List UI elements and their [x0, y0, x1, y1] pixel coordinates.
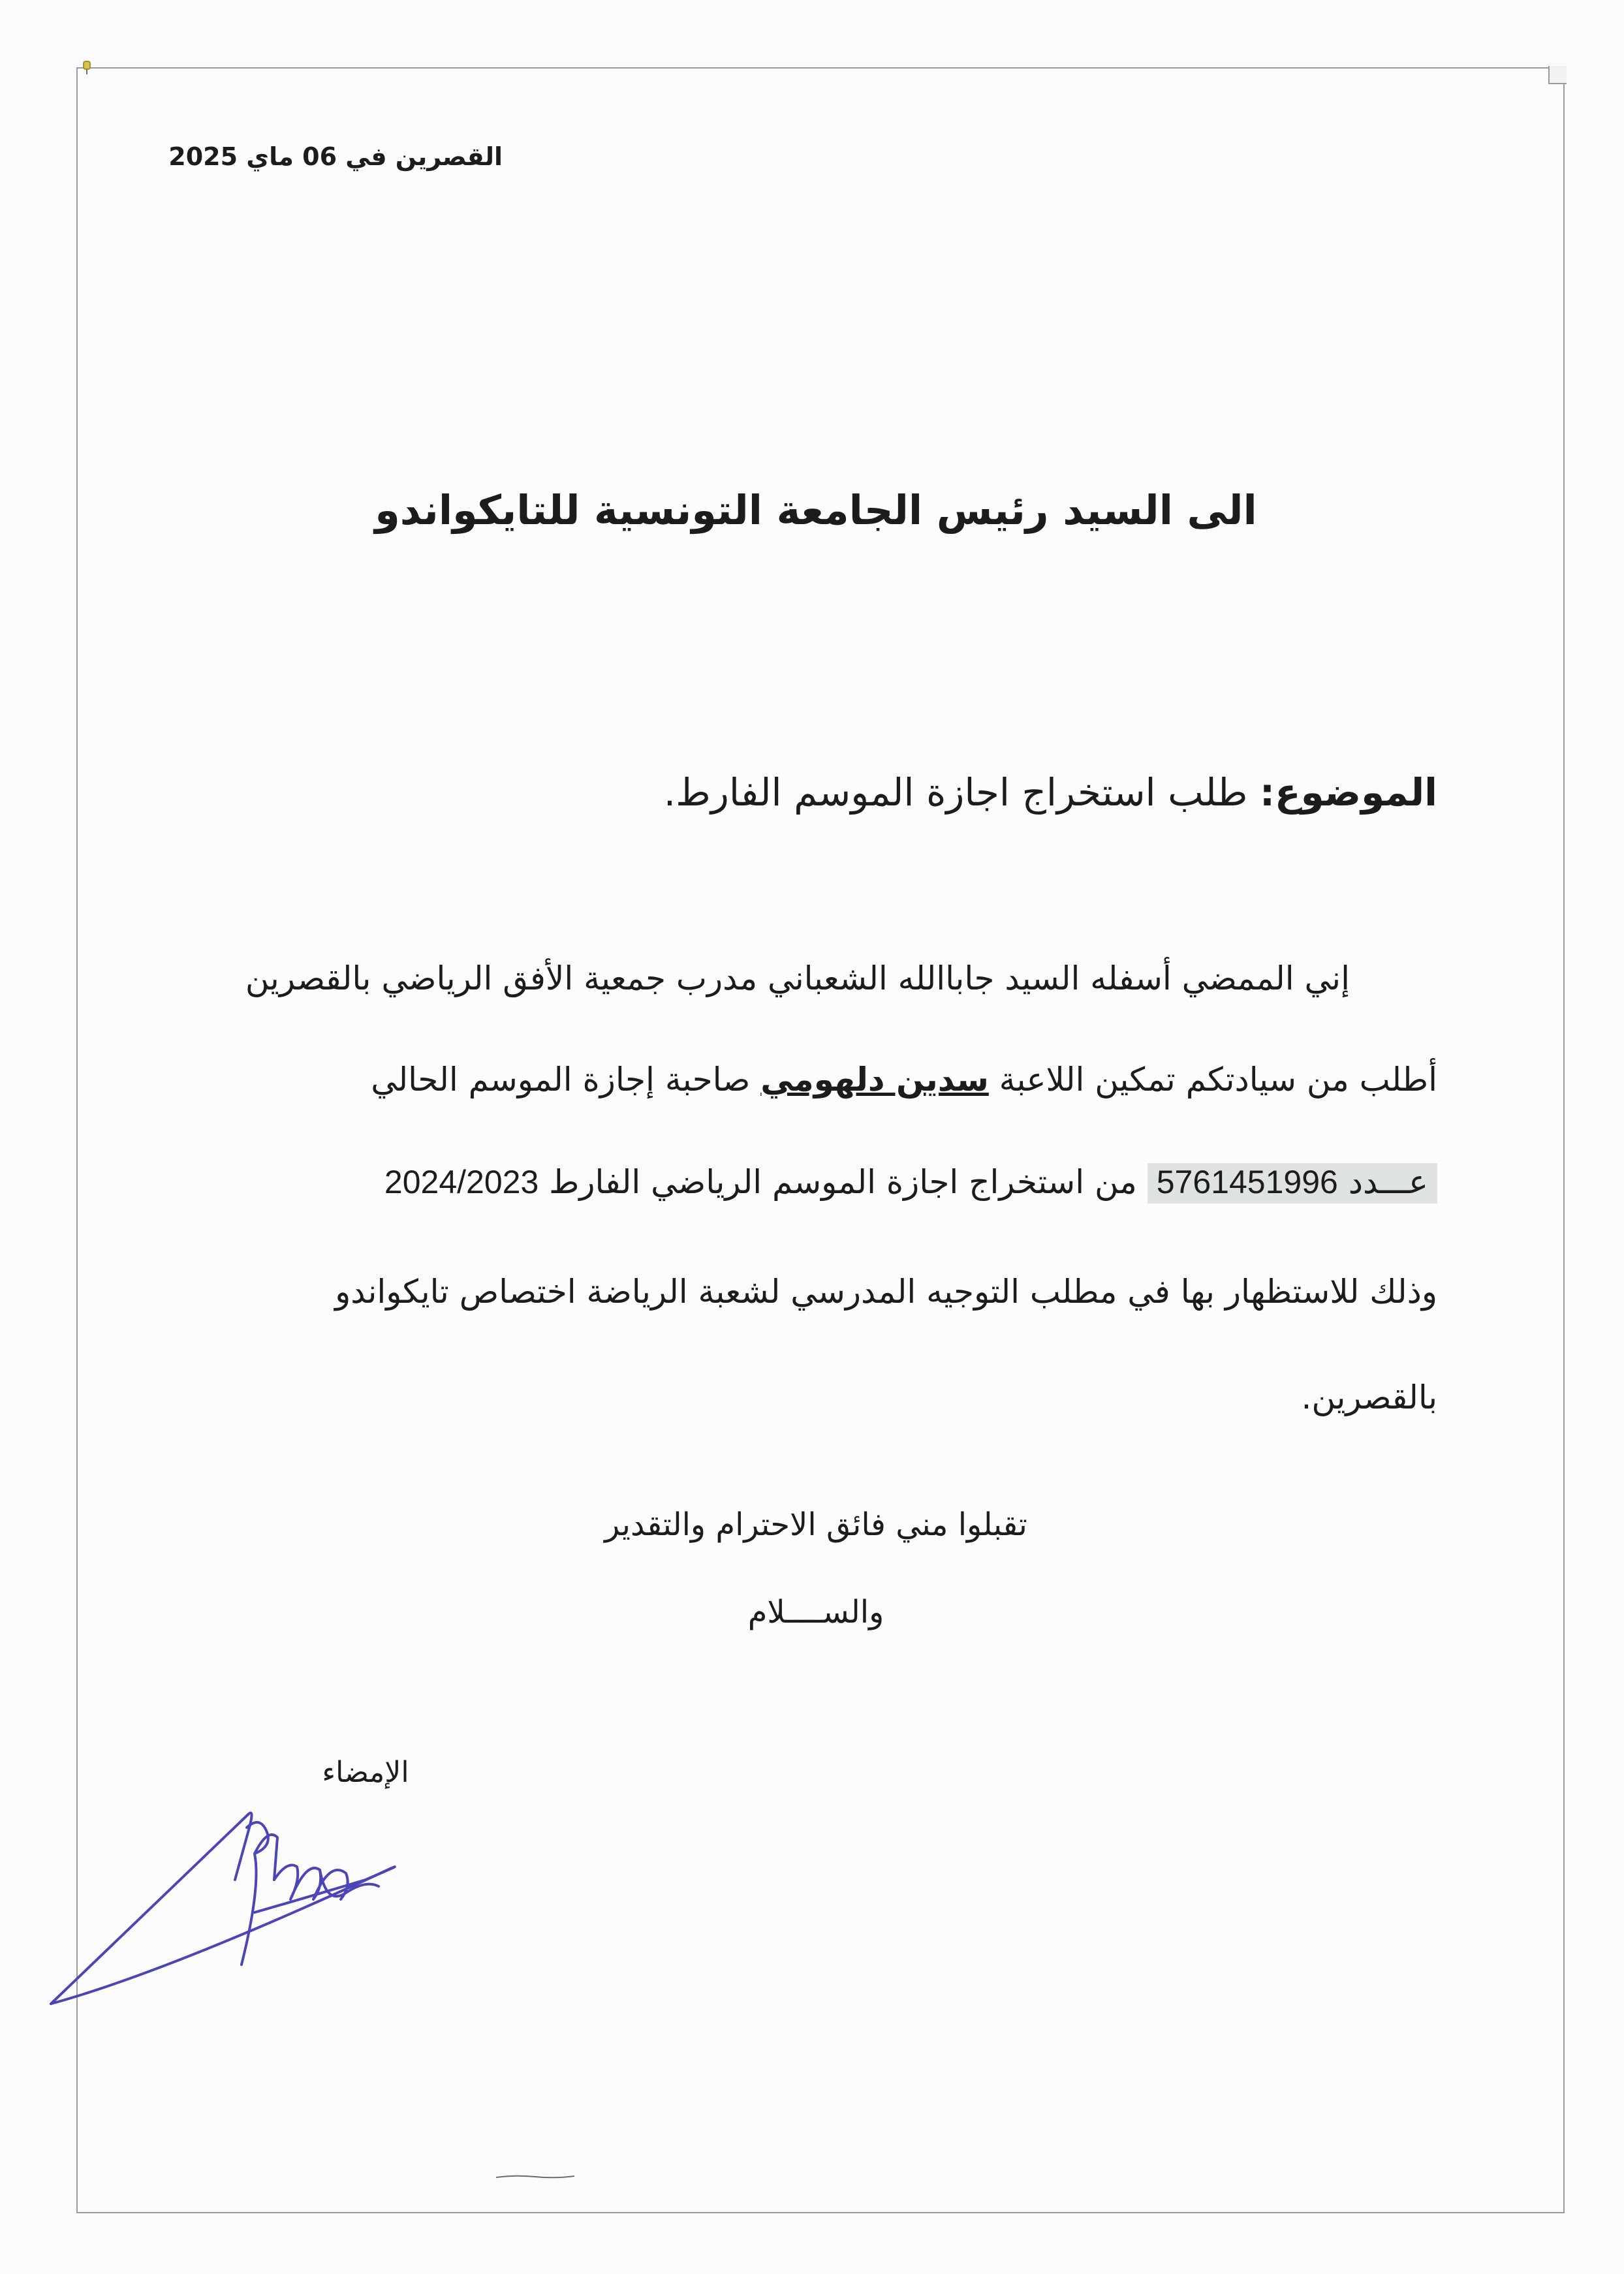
- subject-text: طلب استخراج اجازة الموسم الفارط.: [663, 770, 1260, 815]
- subject-label: الموضوع:: [1259, 770, 1437, 815]
- addressee-title: الى السيد رئيس الجامعة التونسية للتايكواندو: [375, 486, 1257, 534]
- body-line-1: إني الممضي أسفله السيد جاباالله الشعباني مدرب جمعية الأفق الرياضي بالقصرين: [245, 959, 1350, 997]
- signature-strokes: [51, 1813, 395, 2004]
- body-line-4: وذلك للاستظهار بها في مطلب التوجيه المدرسي لشعبة الرياضة اختصاص تايكواندو: [335, 1273, 1437, 1311]
- license-label: عـــدد: [1337, 1163, 1428, 1201]
- license-highlight: [1148, 1163, 1437, 1204]
- closing-line-1: تقبلوا مني فائق الاحترام والتقدير: [604, 1506, 1027, 1543]
- body-line-2-start: أطلب من سيادتكم تمكين اللاعبة: [988, 1061, 1437, 1098]
- signature-label: الإمضاء: [322, 1756, 409, 1789]
- body-line-2-end: صاحبة إجازة الموسم الحالي: [371, 1061, 761, 1098]
- handwritten-signature: [39, 1801, 548, 2043]
- body-line-2: [197, 1061, 1437, 1098]
- page-corner-fold: [1548, 66, 1567, 84]
- body-line-3-text: من استخراج اجازة الموسم الرياضي الفارط: [539, 1163, 1148, 1201]
- body-line-3: [197, 1163, 1437, 1201]
- page-mark: [496, 2173, 574, 2180]
- pin-icon: [81, 60, 93, 76]
- season: 2024/2023: [384, 1164, 539, 1200]
- body-line-5: بالقصرين.: [1301, 1378, 1437, 1416]
- subject-line: [664, 770, 1437, 815]
- license-number: 5761451996: [1156, 1164, 1338, 1200]
- date-line: القصرين في 06 ماي 2025: [168, 142, 503, 171]
- player-name: سدين دلهومي: [760, 1061, 989, 1098]
- closing-line-2: والســــلام: [747, 1594, 884, 1630]
